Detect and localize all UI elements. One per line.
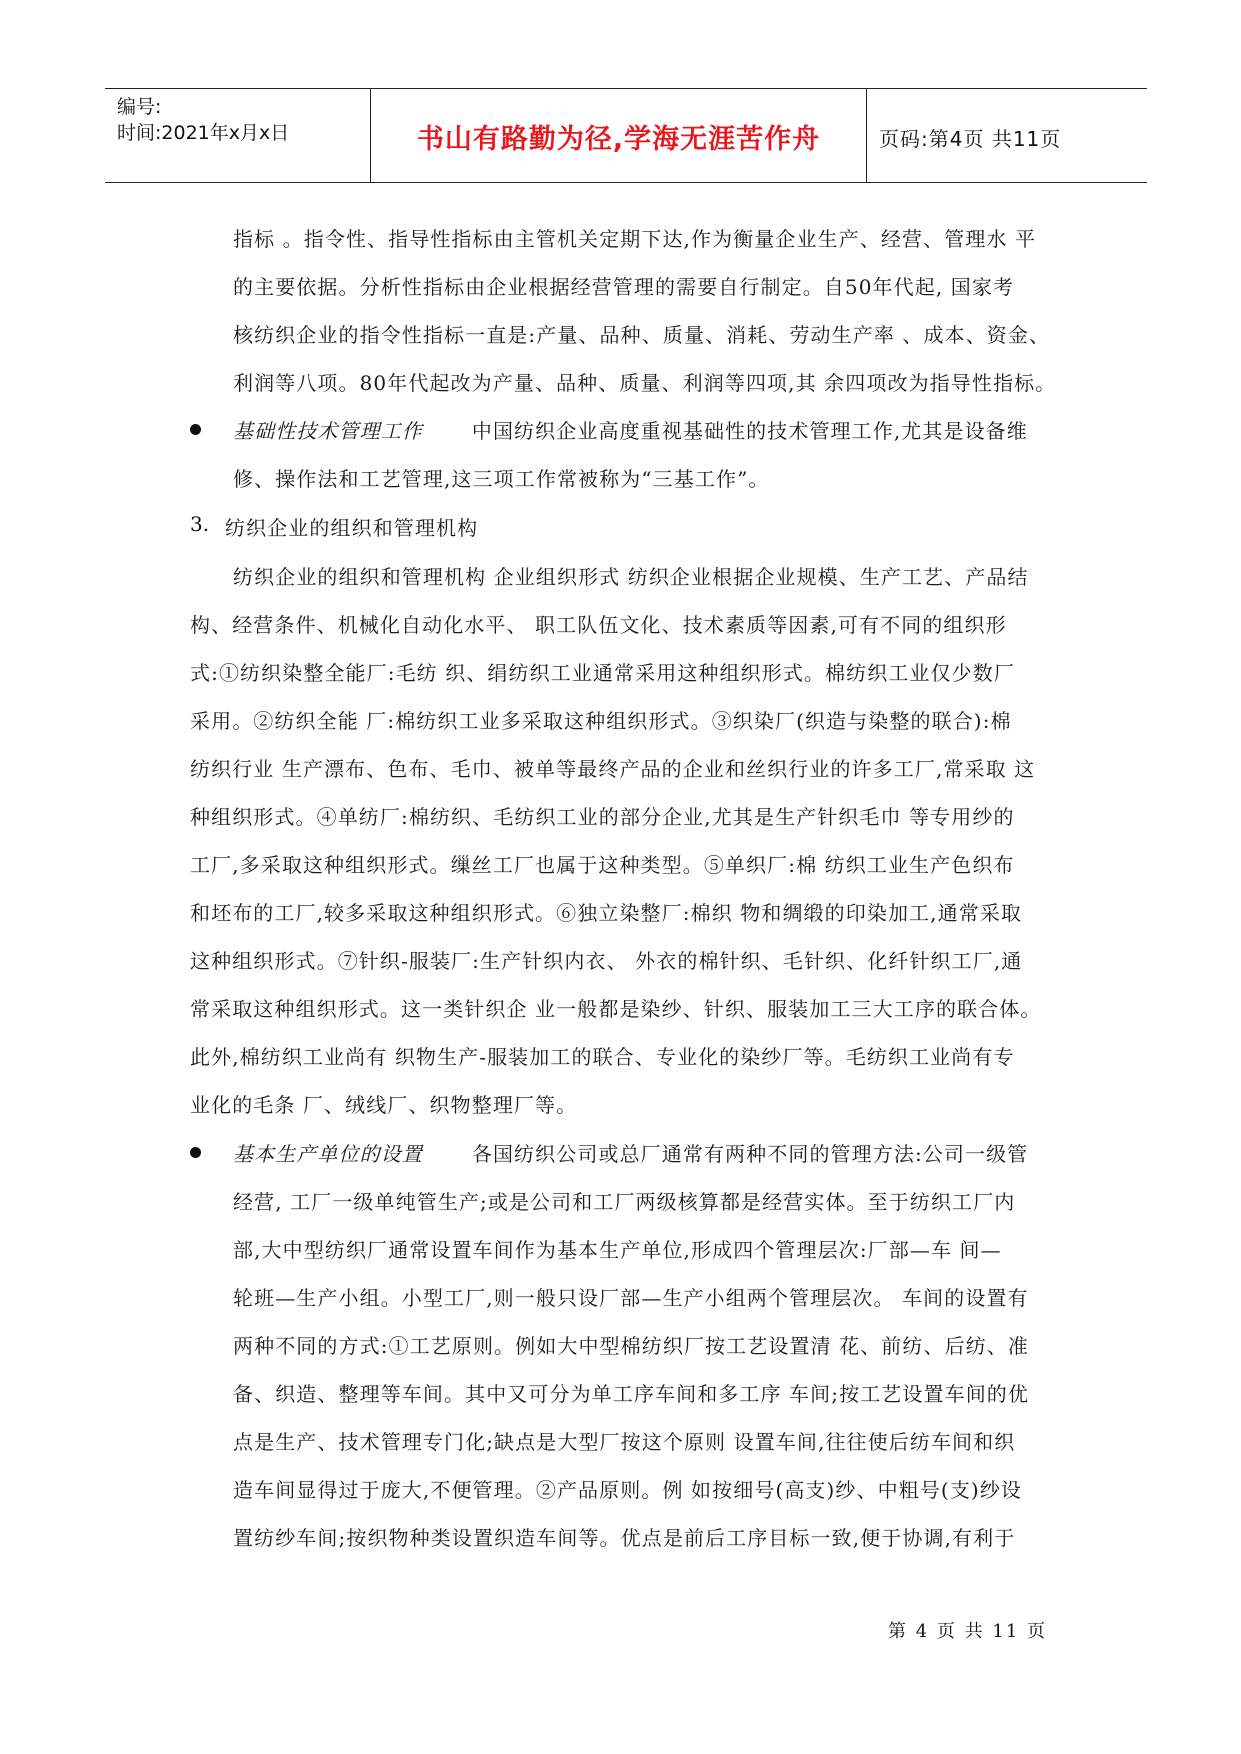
paragraph-line: 常采取这种组织形式。这一类针织企 业一般都是染纱、针织、服装加工三大工序的联合体。 bbox=[190, 997, 1042, 1021]
paragraph-line: 式:①纺织染整全能厂:毛纺 织、绢纺织工业通常采用这种组织形式。棉纺织工业仅少数厂 bbox=[190, 661, 1015, 685]
header-meta bbox=[105, 89, 371, 182]
bullet-title: 基础性技术管理工作 bbox=[233, 419, 423, 443]
paragraph-line: 纺织行业 生产漂布、色布、毛巾、被单等最终产品的企业和丝织行业的许多工厂,常采取 这 bbox=[190, 757, 1036, 781]
page-header bbox=[105, 88, 1147, 183]
header-page-code: 页码:第4页 共11页 bbox=[879, 127, 1062, 151]
paragraph-line: 和坯布的工厂,较多采取这种组织形式。⑥独立染整厂:棉织 物和绸缎的印染加工,通常采取 bbox=[190, 901, 1023, 925]
paragraph-line: 的主要依据。分析性指标由企业根据经营管理的需要自行制定。自50年代起, 国家考 bbox=[233, 275, 1015, 299]
section-title: 纺织企业的组织和管理机构 bbox=[225, 516, 479, 540]
header-motto: 书山有路勤为径,学海无涯苦作舟 bbox=[371, 89, 867, 182]
page-footer: 第 4 页 共 11 页 bbox=[888, 1621, 1047, 1642]
bullet-dot-icon bbox=[190, 1147, 201, 1158]
bullet-line: 两种不同的方式:①工艺原则。例如大中型棉纺织厂按工艺设置清 花、前纺、后纺、准 bbox=[233, 1334, 1029, 1358]
paragraph-line: 种组织形式。④单纺厂:棉纺织、毛纺织工业的部分企业,尤其是生产针织毛巾 等专用纱的 bbox=[190, 805, 1015, 829]
bullet-line: 备、织造、整理等车间。其中又可分为单工序车间和多工序 车间;按工艺设置车间的优 bbox=[233, 1382, 1029, 1406]
bullet-line: 置纺纱车间;按织物种类设置织造车间等。优点是前后工序目标一致,便于协调,有利于 bbox=[233, 1526, 1016, 1550]
paragraph-line: 此外,棉纺织工业尚有 织物生产-服装加工的联合、专业化的染纱厂等。毛纺织工业尚有专 bbox=[190, 1045, 1015, 1069]
bullet-line: 部,大中型纺织厂通常设置车间作为基本生产单位,形成四个管理层次:厂部—车 间— bbox=[233, 1238, 1002, 1262]
bullet-text: 中国纺织企业高度重视基础性的技术管理工作,尤其是设备维 bbox=[471, 419, 1028, 443]
bullet-line bbox=[233, 1138, 1028, 1167]
bullet-text: 各国纺织公司或总厂通常有两种不同的管理方法:公司一级管 bbox=[471, 1142, 1029, 1166]
section-number: 3. bbox=[190, 512, 210, 536]
bullet-dot-icon bbox=[190, 424, 201, 435]
paragraph-line: 采用。②纺织全能 厂:棉纺织工业多采取这种组织形式。③织染厂(织造与染整的联合):棉 bbox=[190, 709, 1012, 733]
paragraph-line: 纺织企业的组织和管理机构 企业组织形式 纺织企业根据企业规模、生产工艺、产品结 bbox=[233, 565, 1029, 589]
bullet-line: 造车间显得过于庞大,不便管理。②产品原则。例 如按细号(高支)纱、中粗号(支)纱设 bbox=[233, 1478, 1023, 1502]
paragraph-line: 利润等八项。80年代起改为产量、品种、质量、利润等四项,其 余四项改为指导性指标。 bbox=[233, 371, 1057, 395]
bullet-line: 修、操作法和工艺管理,这三项工作常被称为“三基工作”。 bbox=[233, 467, 770, 491]
bullet-title: 基本生产单位的设置 bbox=[233, 1142, 423, 1166]
paragraph-line: 核纺织企业的指令性指标一直是:产量、品种、质量、消耗、劳动生产率 、成本、资金、 bbox=[233, 323, 1051, 347]
serial-number-label: 编号: bbox=[117, 96, 162, 118]
paragraph-line: 这种组织形式。⑦针织-服装厂:生产针织内衣、 外衣的棉针织、毛针织、化纤针织工厂,通 bbox=[190, 949, 1023, 973]
paragraph-line: 指标 。指令性、指导性指标由主管机关定期下达,作为衡量企业生产、经营、管理水 平 bbox=[233, 227, 1037, 251]
bullet-line: 点是生产、技术管理专门化;缺点是大型厂按这个原则 设置车间,往往使后纺车间和织 bbox=[233, 1430, 1016, 1454]
bullet-line bbox=[233, 415, 1028, 444]
paragraph-line: 工厂,多采取这种组织形式。缫丝工厂也属于这种类型。⑤单织厂:棉 纺织工业生产色织布 bbox=[190, 853, 1015, 877]
bullet-line: 轮班—生产小组。小型工厂,则一般只设厂部—生产小组两个管理层次。 车间的设置有 bbox=[233, 1286, 1029, 1310]
time-label: 时间:2021年x月x日 bbox=[117, 122, 290, 144]
paragraph-line: 业化的毛条 厂、绒线厂、织物整理厂等。 bbox=[190, 1093, 578, 1117]
paragraph-line: 构、经营条件、机械化自动化水平、 职工队伍文化、技术素质等因素,可有不同的组织形 bbox=[190, 613, 1007, 637]
bullet-line: 经营, 工厂一级单纯管生产;或是公司和工厂两级核算都是经营实体。至于纺织工厂内 bbox=[233, 1190, 1016, 1214]
